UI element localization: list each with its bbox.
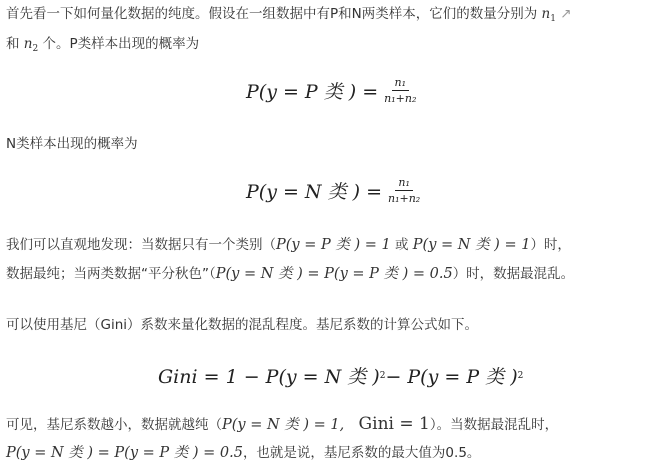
text: 个。P类样本出现的概率为 [38, 36, 200, 52]
math-n1: $n_1$ [541, 6, 556, 24]
math-inline: P(y = N 类 ) = 1 [412, 237, 531, 253]
equation-lhs: P(y = P 类 ) = [246, 81, 379, 103]
text: ，也就是说，基尼系数的最大值为0.5。 [242, 445, 481, 461]
math-inline: P(y = P 类 ) = 1 [276, 237, 391, 253]
text: ）时， [530, 237, 571, 253]
text: 和 [6, 36, 20, 52]
text: N类样本出现的概率为 [6, 136, 138, 152]
equation-lhs: P(y = N 类 ) = [246, 181, 383, 203]
math-gini: Gini = 1 [358, 414, 430, 434]
gini-term-2: − P(y = P 类 ) [385, 366, 518, 388]
exponent: 2 [379, 370, 386, 381]
denominator: n₁+n₂ [384, 92, 417, 105]
text: 首先看一下如何量化数据的纯度。假设在一组数据中有P和N两类样本，它们的数量分别为 [6, 6, 538, 22]
gini-term-1: Gini = 1 − P(y = N 类 ) [158, 366, 380, 388]
text: 可以使用基尼（Gini）系数来量化数据的混乱程度。基尼系数的计算公式如下。 [6, 317, 479, 333]
paragraph-5-line-1 [6, 414, 558, 435]
fraction [388, 176, 420, 205]
numerator: n₁ [395, 176, 413, 191]
math-inline: P(y = N 类 ) = P(y = P 类 ) = 0.5 [6, 445, 243, 461]
numerator: n₁ [392, 76, 410, 91]
paragraph-3-line-1 [6, 235, 571, 255]
text: 数据最纯；当两类数据“平分秋色”（ [6, 266, 216, 282]
paragraph-4 [6, 315, 478, 335]
text: 可见，基尼系数越小，数据就越纯（ [6, 417, 222, 433]
math-inline: P(y = N 类 ) = P(y = P 类 ) = 0.5 [215, 266, 453, 282]
text: 或 [390, 237, 413, 253]
math-n2: $n_2$ [23, 36, 39, 54]
overflow-arrow: ↗ [555, 6, 572, 22]
paragraph-2 [6, 134, 138, 154]
equation-p-probability [246, 76, 416, 105]
exponent: 2 [517, 370, 524, 381]
text: 我们可以直观地发现：当数据只有一个类别（ [6, 237, 276, 253]
equation-gini [158, 362, 523, 389]
denominator: n₁+n₂ [388, 192, 421, 205]
paragraph-1-line-2 [6, 34, 199, 59]
fraction [384, 76, 416, 105]
text: ）时，数据最混乱。 [452, 266, 575, 282]
text: ）。当数据最混乱时， [429, 417, 559, 433]
math-inline: P(y = N 类 ) = 1, [222, 417, 345, 433]
equation-n-probability [246, 176, 420, 205]
paragraph-5-line-2 [6, 443, 480, 463]
paragraph-1-line-1 [6, 4, 572, 29]
paragraph-3-line-2 [6, 264, 574, 284]
